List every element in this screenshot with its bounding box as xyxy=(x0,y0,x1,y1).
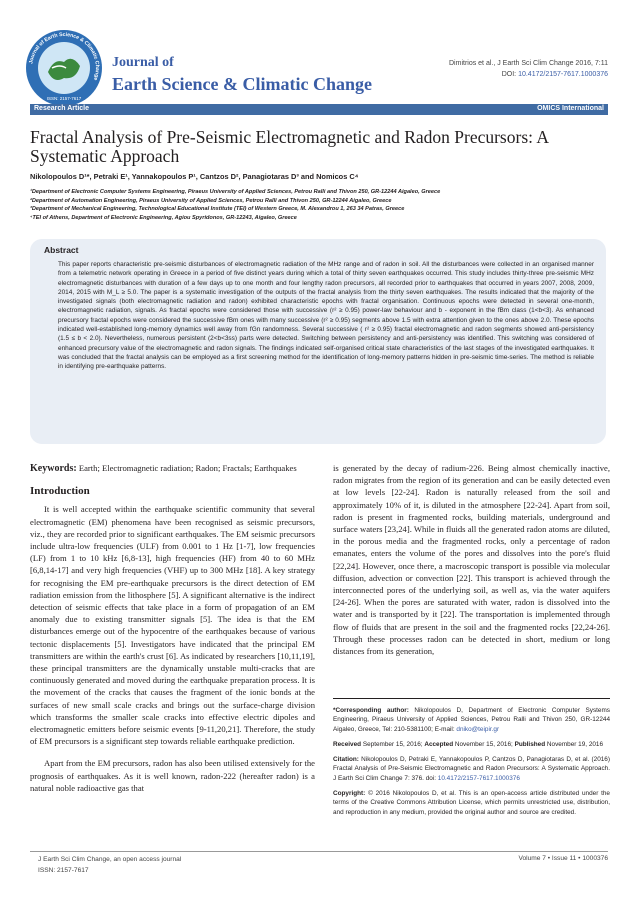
footer-rule xyxy=(30,851,608,852)
citation-short: Dimitrios et al., J Earth Sci Clim Change 2016, 7:11 xyxy=(449,60,608,67)
article-type: Research Article xyxy=(34,105,89,112)
keywords-text: Earth; Electromagnetic radiation; Radon; Fractals; Earthquakes xyxy=(78,463,297,473)
copyright-block xyxy=(333,789,610,817)
footer-left xyxy=(38,855,181,876)
introduction-heading: Introduction xyxy=(30,485,90,498)
logo-ring-text: Journal of Earth Science & Climatic Change xyxy=(28,31,101,82)
affiliation-4: ⁴TEI of Athens, Department of Electronic Engineering, Agiou Spyridonos, GR-12243, Aigaleo, Greece xyxy=(30,214,297,221)
intro-paragraph-2: Apart from the EM precursors, radon has also been utilised extensively for the prognosis of earthquakes. As it is well known, radon-222 (hereafter radon) is a natural noble radioactive gas that xyxy=(30,758,315,793)
affiliation-3: ³Department of Mechanical Engineering, Technological Educational Institute (TEI) of Western Greece, M. Alexandrou 1, 263 34 Patras, Greece xyxy=(30,206,405,213)
left-column xyxy=(30,462,315,804)
journal-name: Earth Science & Climatic Change xyxy=(112,74,372,94)
footer-issn: ISSN: 2157-7617 xyxy=(38,866,89,874)
doi-label: DOI: xyxy=(501,71,519,78)
logo-issn: ISSN: 2157-7617 xyxy=(46,96,82,101)
copyright-text: © 2016 Nikolopoulos D, et al. This is an open-access article distributed under the terms of the Creative Commons Attribution License, which permits unrestricted use, distribution, and reproduction in any medium, provided the original author and source are credited. xyxy=(333,790,610,816)
keywords-label: Keywords: xyxy=(30,463,77,474)
received-date: September 15, 2016; xyxy=(361,740,425,748)
intro-paragraph-1: It is well accepted within the earthquake scientific community that several electromagnetic (EM) phenomena have been recognised as seismic precursors, viz., they are recorded prior to significant earthquakes. The EM seismic precursors include ultra-low frequencies (ULF) from 0.001 to 1 Hz [1-7], low frequencies (LF) from 1 to 10 kHz [6,8-13], high frequencies (HF) from 40 to 60 MHz [6,8,14-17] and very high frequencies (VHF) up to 300 MHz [18]. A key strategy for recognising the EM pre-earthquake precursors is the direct detection of EM radiation emission from the lithosphere [5]. A significant alternative is the indirect detection of seismic effects that take place in a form of propagation of an EM anomaly due to existing transmitter signals [5]. The idea is that the EM disturbances emerge out of the hypocentre of the earthquakes because of various tectonic displacements [5]. Investigators have indicated that the principal EM transmitters are within the earth's crust [6]. As indicated by researchers [10,11,19], these principal transmitters are the dynamically unstable multi-cracks that are continuously generated and moved during the earthquake preparation process. It is the movement of the cracks that causes the fragment of the ionic bonds at the surfaces of new small scale cracks and brings out the surface-charge division which transforms the smaller scale cracks into effective electric dipoles and electromagnetic emitters before seismic events [9-11,20,21]. Therefore, the study of EM precursors is a significant step towards reliable earthquake prediction. xyxy=(30,504,315,747)
publisher-name: OMICS International xyxy=(537,105,604,112)
corresponding-text: Nikolopoulos D, Department of Electronic Computer Systems Engineering, Piraeus University of Applied Sciences, Petrou Ralli and Thivon 250, GR-12244 Aigaleo, Greece, Tel: 210-5381100; E-mail: xyxy=(333,707,610,733)
doi-link[interactable]: 10.4172/2157-7617.1000376 xyxy=(518,71,608,78)
article-title: Fractal Analysis of Pre-Seismic Electromagnetic and Radon Precursors: A Systematic Approach xyxy=(30,127,549,166)
abstract-text: This paper reports characteristic pre-seismic disturbances of electromagnetic radiation of the MHz range and of radon in soil. All the disturbances were collected in an organised manner from a telemetric network operating in Greece in a period of five distinct years during which a total of thirty seven earthquakes occurred. This study includes thirty-three pre-seismic MHz electromagnetic disturbances with duration of a few days up to one month and four lengthy radon precursors, all recorded prior to earthquakes that occurred in years 2007, 2008, 2009, 2014, 2015 with M_L ≥ 5.0. The paper is a systematic investigation of the outputs of the fractal analysis from the thirty seven earthquakes. The results indicated that the majority of the investigated signals (both electromagnetic radiation and radon) exhibited characteristic epochs with fractal organisation. Continuous epochs were detected in several one-month, electromagnetic radiation, signals. As fractal epochs were considered those with successive (r² ≥ 0.95) power-law behaviour and b - exponent in the fBm class (1<b<3). As enhanced precursory fractal epochs were considered the successive fBm ones with many successive (r² ≥ 0.95) segments above 1.5 with extra attention given to the ones above 2.0. These epochs indicated well-established long-memory dynamics well away from fGn randomness. Several successive ( r² ≥ 0.95) fractal electromagnetic and radon segments showed anti-persistency (1.5 ≤ b < 2.0). Nevertheless, numerous persistent (2<b<3ss) parts were detected. Switching between persistency and anti-persistency was identified. This switching was considered of enhanced precursory value of the electromagnetic and radon signals. The findings indicated self-organised critical state characteristics of the last stages of the investigated earthquakes. It was concluded that the fractal analysis can be employed as a first screening method for the identification of long-memory patterns hidden in pre-seismic time-series. The method is reliable in identifying pre-earthquake patterns. xyxy=(58,261,594,371)
footer-journal: J Earth Sci Clim Change, an open access journal xyxy=(38,856,182,863)
abstract-heading: Abstract xyxy=(44,245,79,255)
doi-line xyxy=(502,71,608,78)
citation-text: Nikolopoulos D, Petraki E, Yannakopoulos P, Cantzos D, Panagiotaras D, et al. (2016) Fractal Analysis of Pre-Seismic Electromagnetic and Radon Precursors: A Systematic Approach. J Earth Sci Clim Change 7: 376. doi: xyxy=(333,756,610,782)
citation-doi-link[interactable]: 10.4172/2157-7617.1000376 xyxy=(437,774,520,782)
corresponding-label: *Corresponding author: xyxy=(333,707,409,714)
accepted-label: Accepted xyxy=(424,740,454,748)
affiliation-1: ¹Department of Electronic Computer Systems Engineering, Piraeus University of Applied Sciences, Petrou Ralli and Thivon 250, GR-12244 Aigaleo, Greece xyxy=(30,189,441,195)
intro-paragraph-3: is generated by the decay of radium-226. Being almost chemically inactive, radon migrates from the region of its generation and can be easily detected even at low levels [22-24]. Radon is naturally released from the soil and approximately 10% of it, is diluted in the atmosphere [22-24]. Apart from soil, radon is present in fragmented rocks, building materials, underground and surface waters [23,24]. While in fluids all the generated radon atoms are diluted, in the porous media and the fragmented rocks, only a percentage of radon emanates, enters the volume of the pores and dissolves into the pore's fluid [22,24]. However, once there, a macroscopic transport is possible via molecular diffusion, advection or convection [22]. This transport is achieved through the interconnected pores of the underlying soil, as well as, via the water aquifers [24-26]. When the pores are saturated with water, radon is dissolved into the water and is transported by it [22]. The transportation is implemented through flow of fluids that are present in the soil and the fragmented rocks [22,24-26]. Through these processes radon can be detected in short, medium or long distances from its generation, xyxy=(333,463,610,657)
published-date: November 19, 2016 xyxy=(545,740,604,748)
right-column xyxy=(333,462,610,667)
footer-volume: Volume 7 • Issue 11 • 1000376 xyxy=(518,855,608,862)
affiliations xyxy=(30,188,620,222)
published-label: Published xyxy=(514,740,546,748)
correspondence-box xyxy=(333,698,610,823)
article-type-banner xyxy=(30,104,608,115)
accepted-date: November 15, 2016; xyxy=(453,740,515,748)
corresponding-author xyxy=(333,706,610,734)
article-dates xyxy=(333,740,610,749)
journal-of-label: Journal of xyxy=(112,55,174,70)
author-list: Nikolopoulos D¹*, Petraki E¹, Yannakopoulos P¹, Cantzos D², Panagiotaras D³ and Nomicos C⁴ xyxy=(30,172,359,181)
correspondence-rule xyxy=(333,698,610,699)
journal-logo xyxy=(24,28,104,108)
citation-label: Citation: xyxy=(333,756,359,764)
affiliation-2: ²Department of Automation Engineering, Piraeus University of Applied Sciences, Petrou Ralli and Thivon 250, GR-12244 Aigaleo, Greece xyxy=(30,197,392,204)
keywords xyxy=(30,462,315,475)
corresponding-email[interactable]: dniko@teipir.gr xyxy=(456,725,500,733)
citation-block xyxy=(333,755,610,783)
copyright-label: Copyright: xyxy=(333,790,366,798)
received-label: Received xyxy=(333,740,362,748)
